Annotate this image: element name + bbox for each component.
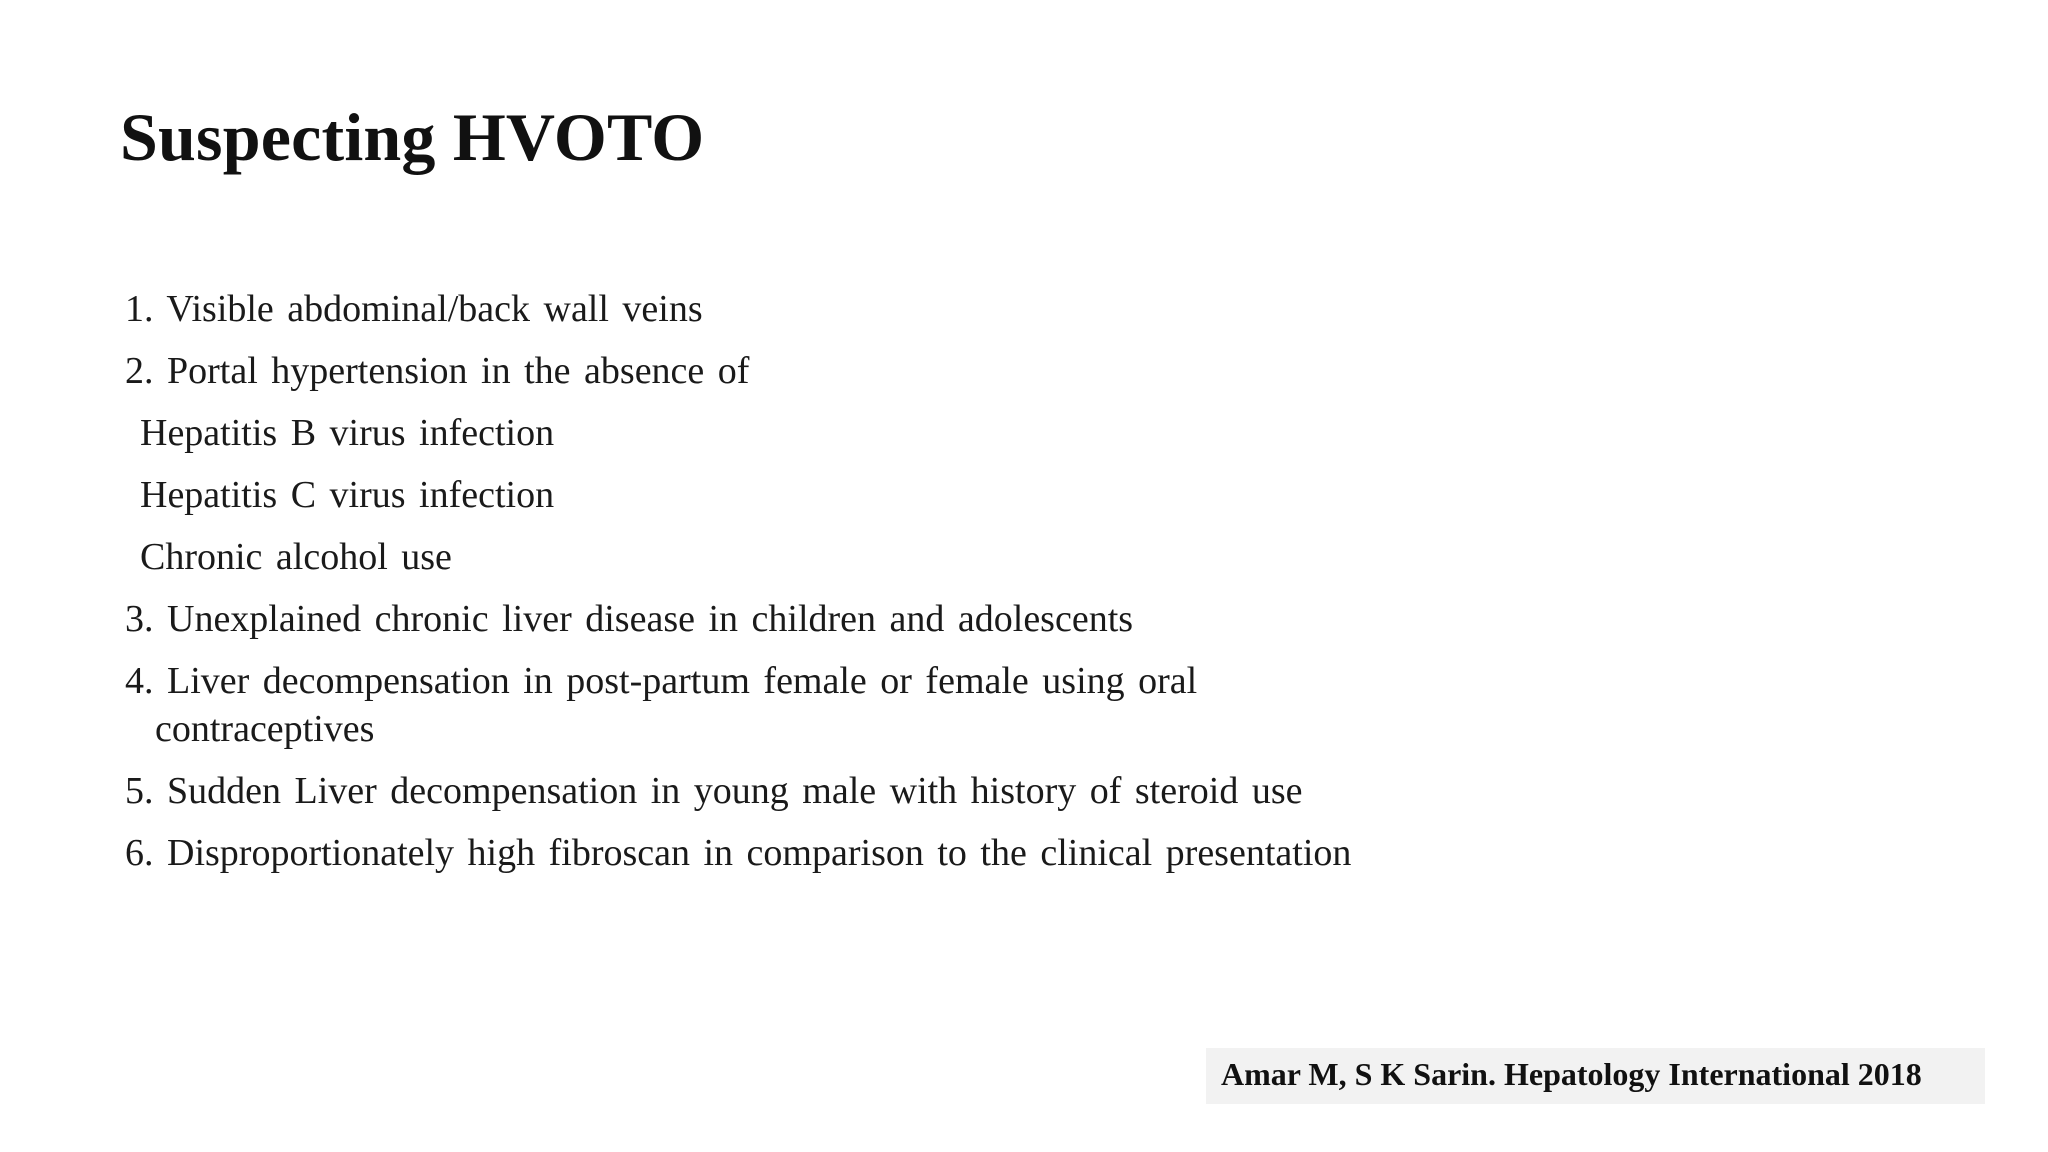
slide-title: Suspecting HVOTO xyxy=(120,99,705,175)
list-subitem: Chronic alcohol use xyxy=(140,536,452,578)
list-item: 4. Liver decompensation in post-partum female or female using oral contraceptives xyxy=(125,660,1198,750)
list-item: 3. Unexplained chronic liver disease in children and adolescents xyxy=(125,598,1134,640)
citation-box: Amar M, S K Sarin. Hepatology International 2018 xyxy=(1206,1048,1985,1104)
list-item: 5. Sudden Liver decompensation in young male with history of steroid use xyxy=(125,770,1303,812)
list-item: 6. Disproportionately high fibroscan in comparison to the clinical presentation xyxy=(125,832,1352,874)
list-subitem: Hepatitis B virus infection xyxy=(140,412,555,454)
list-item: 1. Visible abdominal/back wall veins xyxy=(125,288,703,330)
criteria-list xyxy=(125,285,1425,891)
list-item: 2. Portal hypertension in the absence of xyxy=(125,350,750,392)
list-subitem: Hepatitis C virus infection xyxy=(140,474,555,516)
